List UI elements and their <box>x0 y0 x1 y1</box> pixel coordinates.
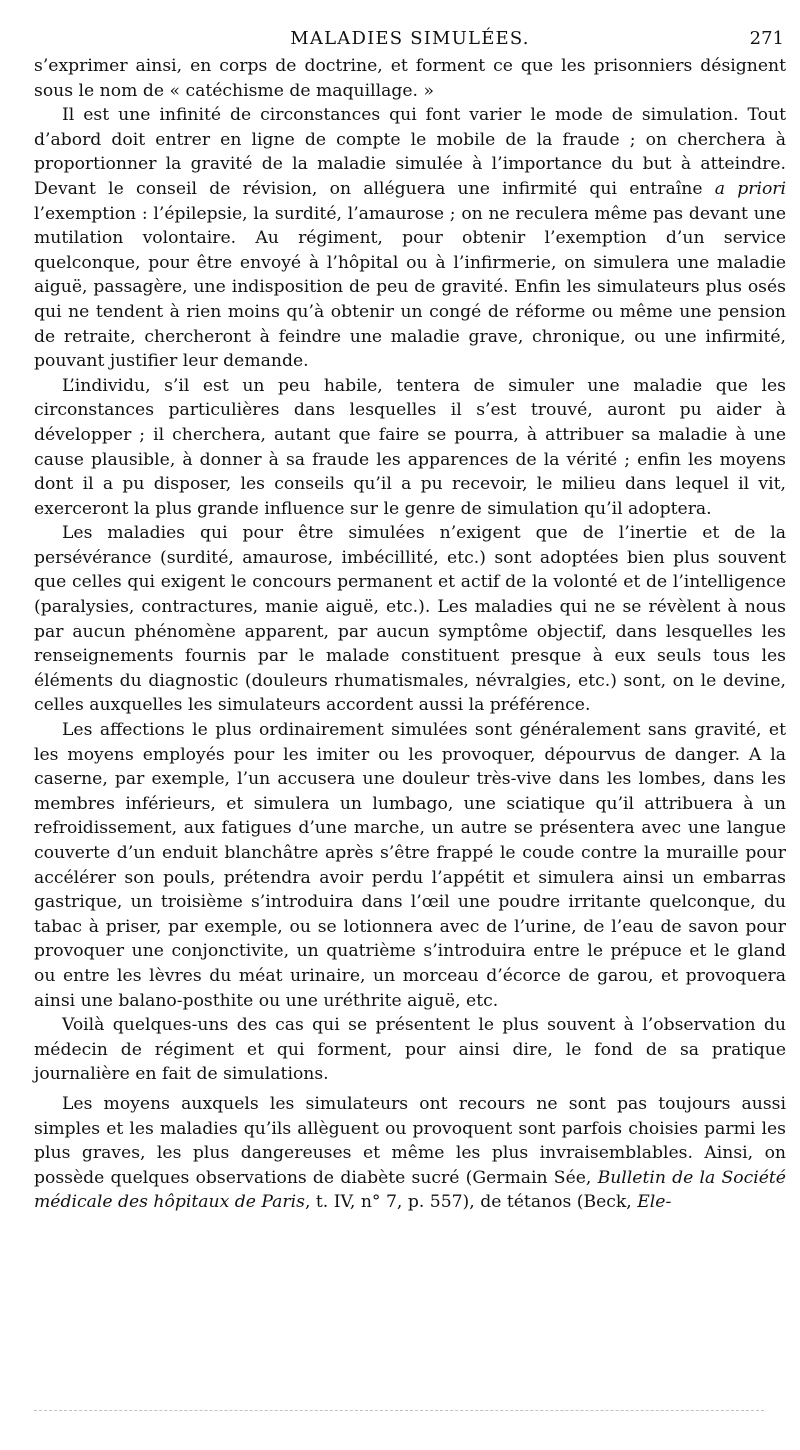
text-segment: s’exprimer ainsi, en corps de doctrine, et forment ce que les prisonniers désignent sous le nom de « catéchisme de maquillage. » <box>34 56 786 101</box>
text-segment: Il est une infinité de circonstances qui font varier le mode de simulation. Tout d’abord doit entrer en ligne de compte le mobile de la fraude ; on cherchera à proportionner la gravité de la maladie simulée à l’importance du but à atteindre. Devant le conseil de révision, on alléguera une infirmité qui entraîne <box>34 105 786 199</box>
text-segment: L’individu, s’il est un peu habile, tentera de simuler une maladie que les circonstances particulières dans lesquelles il s’est trouvé, auront pu aider à développer ; il cherchera, autant que faire se pourra, à attribuer sa maladie à une cause plausible, à donner à sa fraude les apparences de la vérité ; enfin les moyens dont il a pu disposer, les conseils qu’il a pu recevoir, le milieu dans lequel il vit, exerceront la plus grande influence sur le genre de simulation qu’il adoptera. <box>34 375 786 519</box>
text-segment: Les maladies qui pour être simulées n’exigent que de l’inertie et de la persévérance (surdité, amaurose, imbécillité, etc.) sont adoptées bien plus souvent que celles qui exigent le concours permanent et actif de la volonté et de l’intelligence (paralysies, contractures, manie aiguë, etc.). Les maladies qui ne se révèlent à nous par aucun phénomène apparent, par aucun symptôme objectif, dans lesquelles les renseignements fournis par le malade constituent presque à eux seuls tous les éléments du diagnostic (douleurs rhumatismales, névralgies, etc.) sont, on le devine, celles auxquelles les simulateurs accordent aussi la préférence. <box>34 523 786 716</box>
paragraph-7 <box>34 1092 786 1215</box>
body-text <box>34 54 786 1215</box>
italic-text-segment: Bulletin de la Société médicale des hôpitaux de Paris <box>34 1167 786 1213</box>
text-segment: Les moyens auxquels les simulateurs ont recours ne sont pas toujours aussi simples et les maladies qu’ils allèguent ou provoquent sont parfois choisies parmi les plus graves, les plus dangereuses et même les plus invraisemblables. Ainsi, on possède quelques observations de diabète sucré (Germain Sée, <box>34 1093 786 1188</box>
text-segment: , t. IV, n° 7, p. 557), de tétanos (Beck, <box>304 1192 638 1213</box>
running-head <box>34 22 786 54</box>
text-segment: Voilà quelques-uns des cas qui se présentent le plus souvent à l’observation du médecin de régiment et qui forment, pour ainsi dire, le fond de sa pratique journalière en fait de simulations. <box>34 1015 786 1085</box>
footer-scan-marks <box>34 1410 764 1413</box>
paragraph-1 <box>34 54 786 103</box>
paragraph-2 <box>34 103 786 374</box>
paragraph-6 <box>34 1013 786 1087</box>
paragraph-4 <box>34 521 786 718</box>
page-number: 271 <box>749 28 784 49</box>
running-title: MALADIES SIMULÉES. <box>290 28 530 49</box>
paragraph-3 <box>34 374 786 522</box>
book-page <box>34 22 786 1215</box>
italic-text-segment: a priori <box>714 178 786 199</box>
italic-text-segment: Ele- <box>637 1192 672 1213</box>
text-segment: l’exemption : l’épilepsie, la surdité, l’amaurose ; on ne reculera même pas devant une mutilation volontaire. Au régiment, pour obtenir l’exemption d’un service quelconque, pour être envoyé à l’hôpital ou à l’infirmerie, on simulera une maladie aiguë, passagère, une indisposition de peu de gravité. Enfin les simulateurs plus osés qui ne tendent à rien moins qu’à obtenir un congé de réforme ou même une pension de retraite, chercheront à feindre une maladie grave, chronique, ou une infirmité, pouvant justifier leur demande. <box>34 203 786 372</box>
text-segment: Les affections le plus ordinairement simulées sont généralement sans gravité, et les moyens employés pour les imiter ou les provoquer, dépourvus de danger. A la caserne, par exemple, l’un accusera une douleur très-vive dans les lombes, dans les membres inférieurs, et simulera un lumbago, une sciatique qu’il attribuera à un refroidissement, aux fatigues d’une marche, un autre se présentera avec une langue couverte d’un enduit blanchâtre après s’être frappé le coude contre la muraille pour accélérer son pouls, prétendra avoir perdu l’appétit et simulera ainsi un embarras gastrique, un troisième s’introduira dans l’œil une poudre irritante quelconque, du tabac à priser, par exemple, ou se lotionnera avec de l’urine, de l’eau de savon pour provoquer une conjonctivite, un quatrième s’introduira entre le prépuce et le gland ou entre les lèvres du méat urinaire, un morceau d’écorce de garou, et provoquera ainsi une balano-posthite ou une uréthrite aiguë, etc. <box>34 720 786 1011</box>
paragraph-5 <box>34 718 786 1013</box>
